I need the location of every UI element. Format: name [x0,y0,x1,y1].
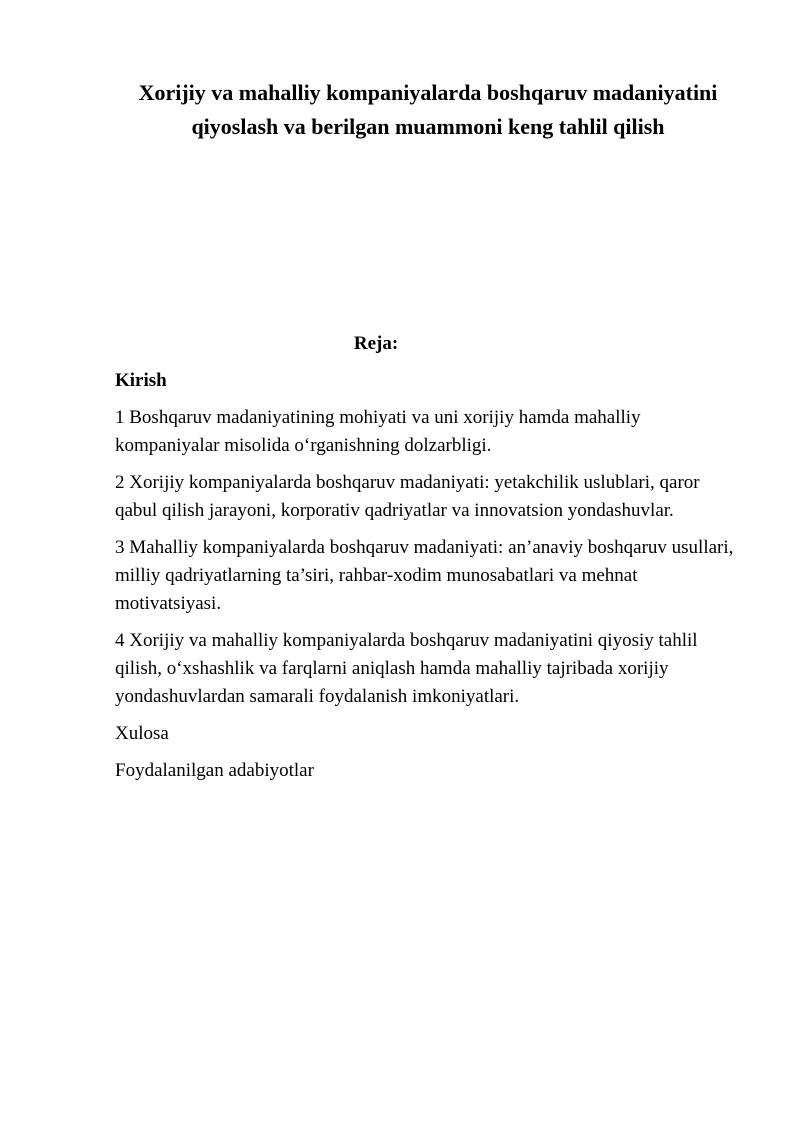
plan-item-2: 2 Xorijiy kompaniyalarda boshqaruv madaniyati: yetakchilik uslublari, qaror qabul qilish jarayoni, korporativ qadriyatlar va innovatsion yondashuvlar. [115,472,700,521]
plan-list [115,367,737,794]
plan-item-conclusion: Xulosa [115,723,169,744]
plan-item-1: 1 Boshqaruv madaniyatining mohiyati va uni xorijiy hamda mahalliy kompaniyalar misolida o‘rganishning dolzarbligi. [115,407,641,456]
plan-heading: Reja: [353,333,399,354]
plan-item-references: Foydalanilgan adabiyotlar [115,760,314,781]
document-title: Xorijiy va mahalliy kompaniyalarda boshqaruv madaniyatini qiyoslash va berilgan muammoni keng tahlil qilish [138,80,718,139]
plan-item-4: 4 Xorijiy va mahalliy kompaniyalarda boshqaruv madaniyatini qiyosiy tahlil qilish, o‘xshashlik va farqlarni aniqlash hamda mahalliy tajribada xorijiy yondashuvlardan samarali foydalanish imkoniyatlari. [115,630,698,707]
plan-item-introduction: Kirish [115,370,167,391]
plan-item-3: 3 Mahalliy kompaniyalarda boshqaruv madaniyati: an’anaviy boshqaruv usullari, milliy qadriyatlarning ta’siri, rahbar-xodim munosabatlari va mehnat motivatsiyasi. [115,537,734,614]
